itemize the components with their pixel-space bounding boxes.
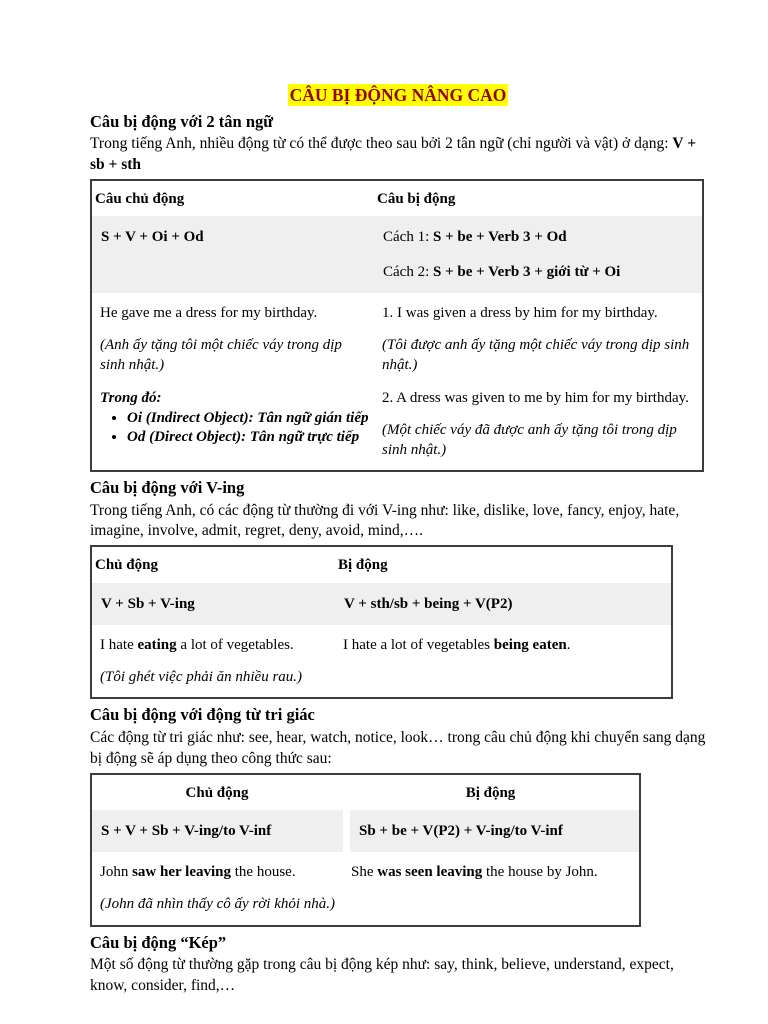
way-formula: S + be + Verb 3 + giới từ + Oi — [433, 263, 621, 280]
table-formula-row — [92, 810, 639, 852]
table-header-row — [92, 775, 639, 810]
column-header-active: Chủ động — [185, 784, 249, 801]
intro-text: Trong tiếng Anh, nhiều động từ có thể được theo sau bởi 2 tân ngữ (chỉ người và vật) ở dạng: — [90, 135, 673, 153]
note-item-od: • Od (Direct Object): Tân ngữ trực tiếp — [127, 428, 370, 448]
passive-example-cell — [335, 625, 671, 698]
passive-example-sentence — [351, 862, 635, 882]
highlighted-title-text: CÂU BỊ ĐỘNG NÂNG CAO — [289, 85, 507, 105]
section-intro-two-objects — [90, 134, 706, 176]
active-example-translation: (John đã nhìn thấy cô ấy rời khỏi nhà.) — [100, 896, 336, 913]
text-run-bold: saw her leaving — [132, 864, 231, 880]
active-example-translation: (Tôi ghét việc phải ăn nhiều rau.) — [100, 669, 303, 686]
note-heading: Trong đó: — [100, 389, 162, 406]
text-run-bold: eating — [137, 636, 177, 653]
passive-formula: V + sth/sb + being + V(P2) — [344, 595, 513, 612]
text-run: the house by John. — [482, 864, 598, 880]
table-header-row — [92, 547, 671, 582]
text-run: John — [100, 864, 133, 880]
passive-translation-1: (Tôi được anh ấy tặng một chiếc váy trong dịp sinh nhật.) — [382, 337, 690, 374]
table-perception — [90, 773, 641, 927]
text-run: . — [566, 636, 571, 653]
table-formula-row — [92, 216, 702, 293]
column-header-passive: Câu bị động — [377, 191, 456, 208]
column-header-active: Chủ động — [95, 557, 158, 574]
section-heading-perception: Câu bị động với động từ tri giác — [90, 705, 315, 725]
way-label: Cách 2: — [383, 263, 433, 280]
active-formula: S + V + Sb + V-ing/to V-inf — [92, 810, 343, 852]
active-example-sentence: He gave me a dress for my birthday. — [100, 304, 318, 321]
text-run: I hate a lot of vegetables — [343, 636, 494, 653]
passive-translation-2: (Một chiếc váy đã được anh ấy tặng tôi trong dịp sinh nhật.) — [382, 421, 677, 459]
passive-example-sentence — [343, 635, 667, 655]
table-header-row — [92, 181, 702, 216]
table-example-row — [92, 293, 702, 471]
way-formula: S + be + Verb 3 + Od — [433, 229, 567, 246]
text-run-bold: was seen leaving — [377, 864, 483, 880]
active-example-cell — [92, 852, 343, 925]
section-heading-ving: Câu bị động với V-ing — [90, 478, 245, 498]
intro-formula: V + sb + sth — [90, 135, 697, 174]
table-formula-row — [92, 583, 671, 625]
text-run: I hate — [100, 636, 138, 653]
passive-example-1: 1. I was given a dress by him for my birthday. — [382, 304, 658, 321]
active-example-cell — [92, 293, 374, 471]
text-run: a lot of vegetables. — [176, 636, 294, 653]
section-intro-perception: Các động từ tri giác như: see, hear, watch, notice, look… trong câu chủ động khi chuyển sang dạng bị động sẽ áp dụng theo công thức sau: — [90, 728, 706, 767]
column-header-active: Câu chủ động — [95, 191, 185, 208]
passive-way-2 — [383, 262, 698, 282]
passive-example-cell — [343, 852, 639, 925]
text-run: She — [351, 864, 378, 880]
section-heading-double-passive: Câu bị động “Kép” — [90, 932, 227, 952]
active-formula: V + Sb + V-ing — [101, 595, 195, 612]
section-intro-double-passive: Một số động từ thường gặp trong câu bị động kép như: say, think, believe, understand, expect, know, consider, find,… — [90, 955, 674, 994]
passive-example-cell — [374, 293, 702, 471]
active-example-sentence — [100, 635, 331, 655]
way-label: Cách 1: — [383, 229, 433, 246]
text-run: the house. — [231, 864, 296, 880]
column-header-passive: Bị động — [465, 784, 516, 801]
note-item-oi: • Oi (Indirect Object): Tân ngữ gián tiếp — [127, 409, 370, 429]
table-ving — [90, 545, 673, 699]
table-example-row — [92, 852, 639, 925]
active-example-cell — [92, 625, 335, 698]
active-example-sentence — [100, 862, 339, 882]
passive-way-1 — [383, 227, 698, 247]
active-formula: S + V + Oi + Od — [101, 229, 204, 246]
section-intro-ving: Trong tiếng Anh, có các động từ thường đi với V-ing như: like, dislike, love, fancy, enjoy, hate, imagine, involve, admit, regret, deny, avoid, mind,…. — [90, 501, 680, 540]
active-example-translation: (Anh ấy tặng tôi một chiếc váy trong dịp sinh nhật.) — [100, 337, 342, 374]
text-run-bold: being eaten — [493, 636, 567, 653]
document-content — [90, 84, 706, 1000]
note-list — [100, 409, 370, 448]
document-title — [90, 84, 706, 108]
passive-formula: Sb + be + V(P2) + V-ing/to V-inf — [350, 810, 639, 852]
column-header-passive: Bị động — [338, 557, 388, 574]
table-example-row — [92, 625, 671, 698]
section-heading-two-objects: Câu bị động với 2 tân ngữ — [90, 111, 274, 131]
passive-example-2: 2. A dress was given to me by him for my birthday. — [382, 389, 689, 406]
table-two-objects — [90, 179, 704, 472]
passive-formula-cell — [374, 216, 702, 293]
